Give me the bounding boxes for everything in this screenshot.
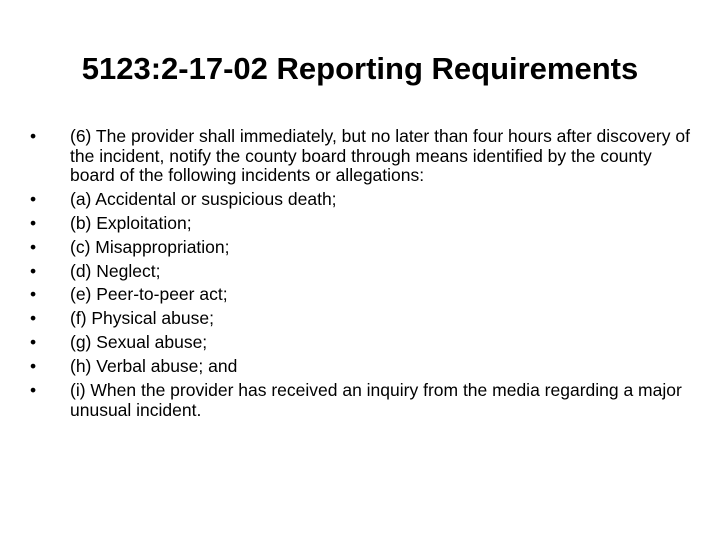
- bullet-dot-icon: •: [30, 188, 37, 209]
- bullet-dot-icon: •: [30, 332, 37, 353]
- bullet-text: (6) The provider shall immediately, but no later than four hours after discovery of the incident, notify the county board through means identified by the county board of the following incidents or allegations:: [70, 126, 690, 185]
- bullet-item: [30, 214, 690, 234]
- bullet-dot-icon: •: [30, 126, 37, 146]
- bullet-text: (f) Physical abuse;: [70, 308, 214, 329]
- bullet-item: [30, 357, 690, 377]
- bullet-dot-icon: •: [30, 308, 37, 329]
- bullet-item: [30, 190, 690, 210]
- bullet-text: (c) Misappropriation;: [70, 236, 230, 257]
- bullet-text: (a) Accidental or suspicious death;: [70, 188, 337, 209]
- bullet-text: (i) When the provider has received an inquiry from the media regarding a major unusual incident.: [70, 380, 682, 420]
- bullet-text: (h) Verbal abuse; and: [70, 356, 238, 377]
- bullet-item: [30, 333, 690, 353]
- bullet-text: (e) Peer-to-peer act;: [70, 284, 228, 305]
- bullet-item: [30, 285, 690, 305]
- bullet-dot-icon: •: [30, 260, 37, 281]
- bullet-dot-icon: •: [30, 356, 37, 377]
- bullet-text: (d) Neglect;: [70, 260, 161, 281]
- bullet-dot-icon: •: [30, 380, 37, 401]
- bullet-item: [30, 238, 690, 258]
- bullet-dot-icon: •: [30, 284, 37, 305]
- bullet-text: (g) Sexual abuse;: [70, 332, 208, 353]
- bullet-item: [30, 127, 690, 186]
- bullet-item: [30, 262, 690, 282]
- slide-title: 5123:2-17-02 Reporting Requirements: [81, 51, 639, 86]
- bullet-text: (b) Exploitation;: [70, 212, 192, 233]
- bullet-list: [30, 127, 690, 424]
- bullet-dot-icon: •: [30, 236, 37, 257]
- bullet-dot-icon: •: [30, 212, 37, 233]
- bullet-item: [30, 381, 690, 420]
- bullet-item: [30, 309, 690, 329]
